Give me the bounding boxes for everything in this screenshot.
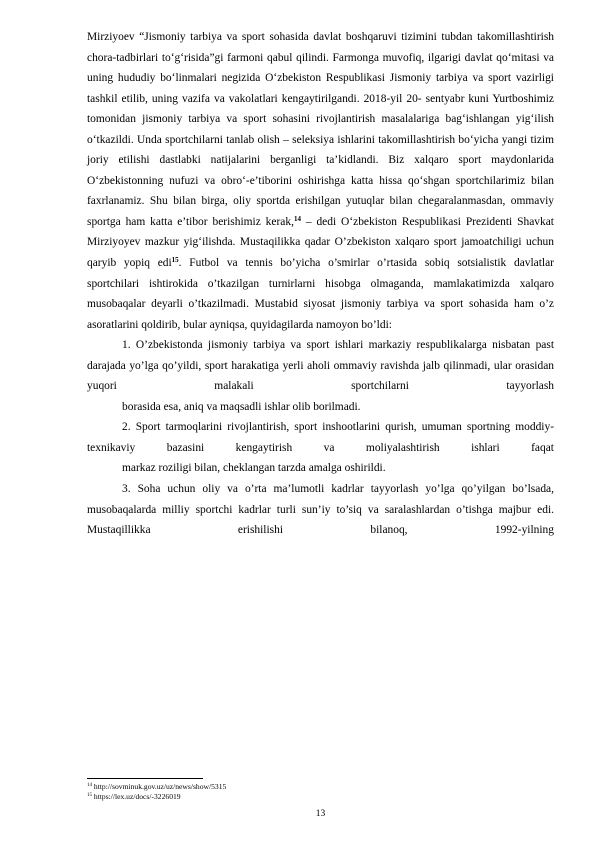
footnote-14 (87, 782, 287, 792)
paragraph-last-line: asoratlarini qoldirib, bular ayniqsa, quyidagilarda namoyon bo’ldi: (87, 318, 392, 331)
footnote-reference-15[interactable]: 15 (171, 256, 179, 265)
body-paragraph-2 (87, 335, 554, 417)
paragraph-text: 2. Sport tarmoqlarini rivojlantirish, sport inshootlarini qurish, umuman sportning moddiy-texnikaviy bazasini kengaytirish va moliyalashtirish ishlari faqat (87, 421, 554, 454)
footnote-reference-14[interactable]: 14 (293, 214, 301, 223)
footnote-separator (87, 778, 203, 779)
footnote-number: 14 (87, 783, 92, 788)
paragraph-text: . Futbol va tennis bo’yicha o’smirlar o’rtasida sobiq sotsialistik davlatlar sportchilari ishtirokida o’tkazilgan turnirlarni hisobga olmaganda, mamlakatimizda xalqaro musobaqalar deyarli o’tkazilmadi. Mustabid siyosat jismoniy tarbiya va sport sohasida ham o’z (87, 257, 554, 311)
body-paragraph-3 (87, 417, 554, 479)
paragraph-text: 1. O’zbekistonda jismoniy tarbiya va sport ishlari markaziy respublikalarga nisbatan past darajada yo’lga qo’yildi, sport harakatiga yerli aholi ommaviy ravishda jalb qilinmadi, ular orasidan yuqori malakali sportchilarni tayyorlash (87, 339, 554, 393)
document-page (87, 27, 554, 541)
paragraph-text: – dedi O‘zbekiston Respublikasi Prezidenti Shavkat Mirziyoyev mazkur yig‘ilishda. Mustaqilikka qadar O’zbekiston xalqaro sport jamoatchiligi uchun qaryib yopiq edi (87, 215, 554, 270)
body-paragraph-1 (87, 27, 554, 335)
paragraph-text: 3. Soha uchun oliy va o’rta ma’lumotli kadrlar tayyorlash yo’lga qo’yilgan bo’lsada, musobaqalarda milliy sportchi kadrlar turli sun’iy to’siq va saralashlardan o’tishga majbur edi. Mustaqillikka erishilishi bilanoq, 1992-yilning (87, 483, 554, 537)
paragraph-text: Mirziyoev “Jismoniy tarbiya va sport sohasida davlat boshqaruvi tizimini tubdan takomillashtirish chora-tadbirlari to‘g‘risida”gi farmoni qabul qilindi. Farmonga muvofiq, ilgarigi davlat qo‘mitasi va uning hududiy bo‘linmalari negizida O‘zbekiston Respublikasi Jismoniy tarbiya va sport vazirligi tashkil etilib, uning vazifa va vakolatlari kengaytirilgandi. 2018-yil 20- sentyabr kuni Yurtboshimiz tomonidan jismoniy tarbiya va sport sohasini rivojlantirish masalalariga bag‘ishlangan yig‘ilish o‘tkazildi. Unda sportchilarni tanlab olish – seleksiya ishlarini takomillashtirish bo‘yicha yangi tizim joriy etilishi dastlabki natijalarini berganligi ta’kidlandi. Biz xalqaro sport maydonlarida O‘zbekistonning nufuzi va obro‘-e’tiborini oshirishga katta hissa qo‘shgan sportchilarimiz bilan faxrlanamiz. Shu bilan birga, oliy sportda erishilgan yutuqlar bilan chegaralanmasdan, ommaviy sportga ham katta e’tibor berishimiz kerak, (87, 31, 554, 228)
footnote-number: 15 (87, 792, 92, 798)
paragraph-last-line: markaz roziligi bilan, cheklangan tarzda amalga oshirildi. (122, 462, 386, 475)
body-paragraph-4 (87, 479, 554, 541)
page-number: 13 (315, 809, 326, 819)
paragraph-last-line: borasida esa, aniq va maqsadli ishlar olib borilmadi. (122, 400, 361, 413)
footnote-link[interactable]: http://sovminuk.gov.uz/uz/news/show/5315 (92, 782, 227, 791)
footnotes-section (87, 778, 287, 801)
footnote-link[interactable]: https://lex.uz/docs/-3226019 (92, 791, 181, 801)
footnote-15 (87, 792, 287, 802)
